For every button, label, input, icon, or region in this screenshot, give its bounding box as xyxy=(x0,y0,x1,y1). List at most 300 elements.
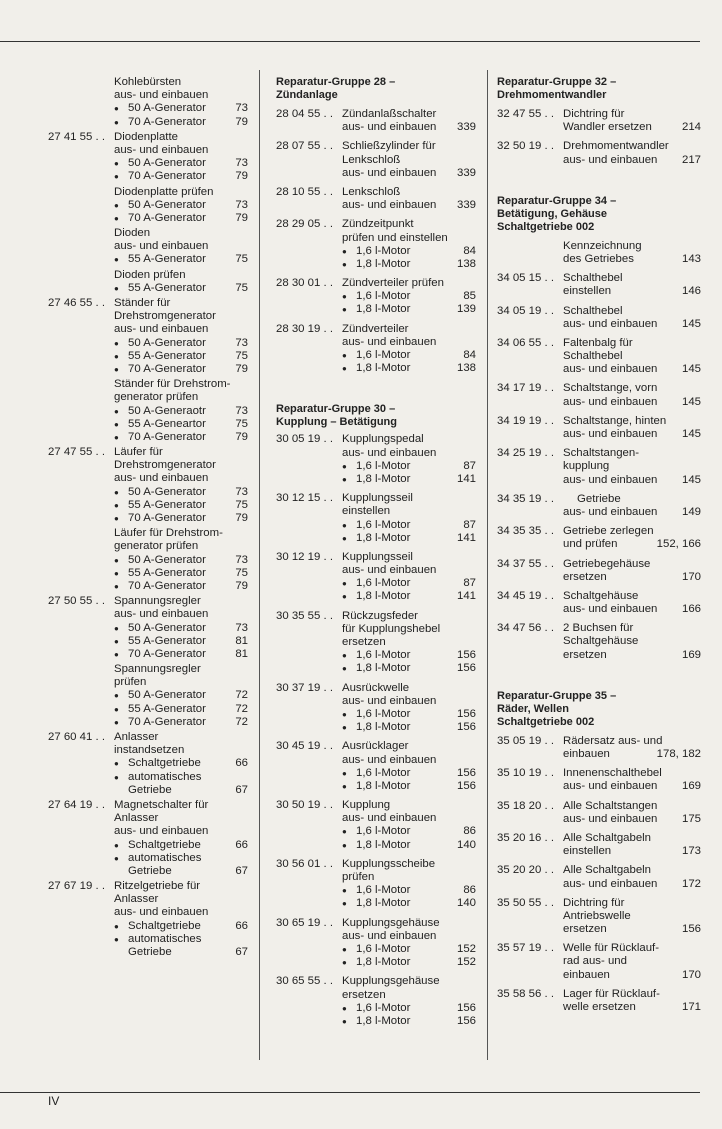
entry-text: Schalthebel xyxy=(563,350,623,363)
index-entry xyxy=(48,595,248,661)
entry-text: kupplung xyxy=(563,460,610,473)
entry-text: generator prüfen xyxy=(114,391,199,404)
entry-text: ● 1,8 l-Motor xyxy=(356,780,410,793)
operation-code: 28 10 55 . . xyxy=(276,185,333,198)
index-entry xyxy=(497,942,701,982)
page-reference: 79 xyxy=(235,362,248,375)
entry-text: aus- und einbauen xyxy=(342,446,437,459)
page-reference: 87 xyxy=(463,518,476,531)
entry-line xyxy=(563,864,701,877)
entry-text: aus- und einbauen xyxy=(114,143,209,156)
index-entry xyxy=(48,378,248,444)
entry-text: einbauen xyxy=(563,968,610,981)
page-reference: 79 xyxy=(235,115,248,128)
entry-text: Getriebegehäuse xyxy=(563,557,651,570)
entry-line xyxy=(114,771,248,784)
page-reference: 66 xyxy=(235,838,248,851)
operation-code: 28 07 55 . . xyxy=(276,140,333,153)
entry-text: Ausrückwelle xyxy=(342,681,410,694)
operation-code: 34 25 19 . . xyxy=(497,447,554,460)
entry-line xyxy=(563,1001,701,1014)
entry-line xyxy=(114,812,248,825)
entry-line xyxy=(114,240,248,253)
entry-line xyxy=(342,532,476,545)
page-reference: 73 xyxy=(235,485,248,498)
index-entry xyxy=(497,337,701,377)
entry-line xyxy=(114,131,248,144)
index-entry xyxy=(497,272,701,298)
entry-line xyxy=(342,447,476,460)
entry-line xyxy=(342,245,476,258)
index-entry xyxy=(497,382,701,408)
page-reference: 81 xyxy=(235,634,248,647)
entry-line xyxy=(114,716,248,729)
index-entry xyxy=(497,622,701,662)
entry-text: Zündverteiler xyxy=(342,322,409,335)
entry-line xyxy=(563,285,701,298)
entry-text: aus- und einbauen xyxy=(342,166,437,179)
section-heading-line: Reparatur-Gruppe 30 – xyxy=(276,403,396,416)
entry-line xyxy=(114,540,248,553)
entry-line xyxy=(563,910,701,923)
entry-text: aus- und einbauen xyxy=(563,603,658,616)
entry-text: Ständer für Drehstrom- xyxy=(114,378,231,391)
entry-text: Drehstromgenerator xyxy=(114,310,216,323)
entry-line xyxy=(342,610,476,623)
entry-line xyxy=(114,731,248,744)
entry-text: ● 50 A-Generator xyxy=(128,554,206,567)
page-reference: 339 xyxy=(456,121,476,134)
index-entry xyxy=(48,76,248,129)
entry-text: ● 1,6 l-Motor xyxy=(356,1002,410,1015)
entry-line xyxy=(114,554,248,567)
entry-line xyxy=(114,227,248,240)
index-entry xyxy=(48,131,248,184)
page-reference: 85 xyxy=(463,290,476,303)
entry-line xyxy=(342,1015,476,1028)
entry-line xyxy=(563,140,701,153)
entry-line xyxy=(114,486,248,499)
entry-text: Schalthebel xyxy=(563,272,623,285)
entry-line xyxy=(114,839,248,852)
entry-line xyxy=(563,813,701,826)
entry-line xyxy=(114,663,248,676)
entry-text: ersetzen xyxy=(563,923,607,936)
entry-text: Diodenplatte xyxy=(114,130,178,143)
index-column-1 xyxy=(48,76,248,959)
page-reference: 75 xyxy=(235,498,248,511)
entry-line xyxy=(342,636,476,649)
page-reference: 75 xyxy=(235,566,248,579)
index-entry xyxy=(48,269,248,295)
entry-text: ● 1,8 l-Motor xyxy=(356,532,410,545)
operation-code: 30 12 15 . . xyxy=(276,492,333,505)
page-reference: 75 xyxy=(235,281,248,294)
page-reference: 170 xyxy=(681,968,701,981)
operation-code: 28 04 55 . . xyxy=(276,108,333,120)
operation-code: 34 47 56 . . xyxy=(497,622,554,635)
entry-text: ● 1,6 l-Motor xyxy=(356,884,410,897)
entry-text: ● 1,6 l-Motor xyxy=(356,290,410,303)
entry-text: ● 1,6 l-Motor xyxy=(356,649,410,662)
index-entry xyxy=(48,527,248,593)
entry-line xyxy=(114,116,248,129)
entry-line xyxy=(114,297,248,310)
entry-line xyxy=(563,635,701,648)
page-reference: 156 xyxy=(456,779,476,792)
entry-line xyxy=(342,721,476,734)
entry-line xyxy=(114,880,248,893)
entry-line xyxy=(342,754,476,767)
entry-text: prüfen und einstellen xyxy=(342,231,448,244)
entry-line xyxy=(342,623,476,636)
entry-line xyxy=(114,253,248,266)
entry-text: Anlasser xyxy=(114,812,159,825)
entry-text: ● 55 A-Generator xyxy=(128,703,206,716)
entry-text: generator prüfen xyxy=(114,540,199,553)
entry-text: Magnetschalter für xyxy=(114,798,209,811)
entry-line xyxy=(342,825,476,838)
operation-code: 27 50 55 . . xyxy=(48,595,105,608)
entry-line xyxy=(114,350,248,363)
page-reference: 145 xyxy=(681,317,701,330)
page-reference: 140 xyxy=(456,897,476,910)
index-entry xyxy=(497,832,701,858)
index-entry xyxy=(497,864,701,890)
entry-text: ersetzen xyxy=(342,988,386,1001)
entry-line xyxy=(114,920,248,933)
entry-line xyxy=(342,943,476,956)
page-reference: 339 xyxy=(456,166,476,179)
entry-line xyxy=(563,154,701,167)
page-reference: 73 xyxy=(235,198,248,211)
page-reference: 143 xyxy=(681,252,701,265)
index-entry xyxy=(497,108,701,134)
entry-text: ● 1,8 l-Motor xyxy=(356,956,410,969)
entry-text: Lenkschloß xyxy=(342,185,401,198)
entry-text: ● Schaltgetriebe xyxy=(128,920,201,933)
operation-code: 32 47 55 . . xyxy=(497,108,554,120)
entry-line xyxy=(342,258,476,271)
operation-code: 34 45 19 . . xyxy=(497,589,554,602)
entry-text: Anlasser xyxy=(114,731,159,743)
operation-code: 35 20 16 . . xyxy=(497,831,554,844)
index-entry xyxy=(497,988,701,1014)
entry-text: Ständer für xyxy=(114,297,171,309)
page-reference: 156 xyxy=(456,1014,476,1027)
entry-line xyxy=(114,378,248,391)
entry-line xyxy=(342,349,476,362)
page-reference: 72 xyxy=(235,702,248,715)
entry-text: ● 50 A-Generator xyxy=(128,157,206,170)
entry-line xyxy=(114,580,248,593)
operation-code: 27 41 55 . . xyxy=(48,130,105,143)
page-reference: 87 xyxy=(463,459,476,472)
entry-text: einstellen xyxy=(563,845,612,858)
entry-text: ● 55 A-Generator xyxy=(128,499,206,512)
entry-text: ● 55 A-Generator xyxy=(128,282,206,295)
entry-line xyxy=(563,845,701,858)
entry-text: ● 55 A-Generator xyxy=(128,567,206,580)
entry-line xyxy=(114,906,248,919)
entry-text: ● 70 A-Generator xyxy=(128,431,206,444)
entry-line xyxy=(114,144,248,157)
entry-text: ● 1,6 l-Motor xyxy=(356,577,410,590)
entry-text: Zündverteiler prüfen xyxy=(342,277,444,290)
entry-line xyxy=(114,744,248,757)
entry-line xyxy=(563,897,701,910)
entry-line xyxy=(563,878,701,891)
operation-code: 27 47 55 . . xyxy=(48,446,105,459)
entry-text: Wandler ersetzen xyxy=(563,121,652,134)
entry-text: Dioden prüfen xyxy=(114,268,186,281)
entry-line xyxy=(114,186,248,199)
entry-line xyxy=(114,418,248,431)
page-reference: 79 xyxy=(235,170,248,183)
entry-line xyxy=(342,121,476,134)
page-reference: 214 xyxy=(681,121,701,134)
operation-code: 34 17 19 . . xyxy=(497,382,554,395)
operation-code: 34 05 19 . . xyxy=(497,304,554,317)
page-reference: 145 xyxy=(681,473,701,486)
entry-line xyxy=(342,290,476,303)
section-heading-line: Kupplung – Betätigung xyxy=(276,416,397,429)
page-reference: 73 xyxy=(235,102,248,115)
entry-text: ● 1,6 l-Motor xyxy=(356,519,410,532)
entry-text: ● 1,6 l-Motor xyxy=(356,767,410,780)
operation-code: 34 35 35 . . xyxy=(497,525,554,538)
section-heading xyxy=(497,195,701,234)
bottom-rule xyxy=(0,1092,700,1093)
entry-line xyxy=(563,305,701,318)
entry-text: Alle Schaltgabeln xyxy=(563,864,652,877)
operation-code: 30 56 01 . . xyxy=(276,857,333,870)
operation-code: 27 67 19 . . xyxy=(48,880,105,893)
entry-line xyxy=(114,865,248,878)
entry-text: aus- und einbauen xyxy=(563,780,658,793)
entry-text: Schaltstange, vorn xyxy=(563,382,658,395)
column-divider-2 xyxy=(487,70,488,1060)
index-entry xyxy=(276,740,476,793)
entry-line xyxy=(114,635,248,648)
operation-code: 28 30 19 . . xyxy=(276,322,333,335)
entry-text: ● 1,6 l-Motor xyxy=(356,825,410,838)
entry-line xyxy=(114,757,248,770)
entry-text: aus- und einbauen xyxy=(342,812,437,825)
section-heading-line: Räder, Wellen xyxy=(497,702,569,715)
entry-line xyxy=(114,269,248,282)
page-reference: 156 xyxy=(681,923,701,936)
page-reference: 141 xyxy=(456,590,476,603)
entry-text: Kupplungsscheibe xyxy=(342,857,436,870)
index-entry xyxy=(276,492,476,545)
page-reference: 73 xyxy=(235,157,248,170)
entry-text: Kupplungspedal xyxy=(342,433,424,446)
section-heading-line: Zündanlage xyxy=(276,89,338,101)
entry-text: Anlasser xyxy=(114,893,159,906)
entry-text: ● 1,8 l-Motor xyxy=(356,839,410,852)
operation-code: 30 35 55 . . xyxy=(276,609,333,622)
entry-line xyxy=(114,512,248,525)
operation-code: 35 05 19 . . xyxy=(497,734,554,747)
entry-line xyxy=(563,428,701,441)
index-entry xyxy=(48,799,248,878)
entry-text: ● 50 A-Generator xyxy=(128,102,206,115)
entry-text: Kupplung xyxy=(342,799,391,812)
operation-code: 32 50 19 . . xyxy=(497,140,554,153)
entry-text: des Getriebes xyxy=(563,252,634,265)
entry-text: ● 1,8 l-Motor xyxy=(356,1015,410,1028)
index-entry xyxy=(276,108,476,134)
entry-text: ● 1,6 l-Motor xyxy=(356,245,410,258)
page-reference: 75 xyxy=(235,417,248,430)
index-entry xyxy=(276,858,476,911)
index-entry xyxy=(276,975,476,1028)
entry-line xyxy=(342,140,476,153)
entry-text: aus- und einbauen xyxy=(563,812,658,825)
entry-text: ● 1,6 l-Motor xyxy=(356,349,410,362)
operation-code: 35 20 20 . . xyxy=(497,864,554,877)
page-reference: 79 xyxy=(235,579,248,592)
page-reference: 79 xyxy=(235,211,248,224)
section-heading-line: Drehmomentwandler xyxy=(497,89,607,101)
entry-line xyxy=(114,405,248,418)
entry-line xyxy=(342,154,476,167)
section-heading-line: Schaltgetriebe 002 xyxy=(497,715,595,728)
index-entry xyxy=(497,897,701,937)
index-entry xyxy=(276,218,476,271)
entry-line xyxy=(114,852,248,865)
entry-text: aus- und einbauen xyxy=(563,317,658,330)
entry-text: ● Schaltgetriebe xyxy=(128,839,201,852)
page-reference: 152 xyxy=(456,956,476,969)
section-heading xyxy=(276,403,476,429)
entry-line xyxy=(563,253,701,266)
entry-text: aus- und einbauen xyxy=(342,694,437,707)
entry-line xyxy=(342,564,476,577)
entry-text: aus- und einbauen xyxy=(342,564,437,577)
entry-text: ● 1,6 l-Motor xyxy=(356,460,410,473)
entry-text: ● 1,8 l-Motor xyxy=(356,662,410,675)
entry-text: aus- und einbauen xyxy=(114,472,209,485)
entry-text: ● 70 A-Generator xyxy=(128,363,206,376)
entry-line xyxy=(342,649,476,662)
index-entry xyxy=(276,610,476,676)
entry-text: aus- und einbauen xyxy=(114,608,209,621)
index-entry xyxy=(497,767,701,793)
entry-text: ● 1,8 l-Motor xyxy=(356,721,410,734)
index-entry xyxy=(276,277,476,317)
entry-text: aus- und einbauen xyxy=(563,877,658,890)
entry-line xyxy=(563,350,701,363)
entry-text: aus- und einbauen xyxy=(563,395,658,408)
entry-line xyxy=(342,871,476,884)
entry-line xyxy=(342,362,476,375)
page-reference: 178, 182 xyxy=(656,748,701,760)
operation-code: 30 65 55 . . xyxy=(276,975,333,988)
index-column-3 xyxy=(497,76,701,1014)
page-reference: 67 xyxy=(235,864,248,877)
operation-code: 34 05 15 . . xyxy=(497,272,554,285)
operation-code: 30 05 19 . . xyxy=(276,433,333,446)
entry-text: einbauen xyxy=(563,748,610,760)
entry-line xyxy=(114,310,248,323)
entry-text: Zündanlaßschalter xyxy=(342,108,437,120)
index-entry xyxy=(497,558,701,584)
entry-line xyxy=(342,303,476,316)
entry-text: Schaltgehäuse xyxy=(563,589,639,602)
entry-line xyxy=(563,969,701,982)
entry-line xyxy=(342,767,476,780)
index-entry xyxy=(48,880,248,959)
operation-code: 35 18 20 . . xyxy=(497,799,554,812)
entry-line xyxy=(563,748,701,761)
entry-text: Kupplungsgehäuse xyxy=(342,916,440,929)
entry-text: Faltenbalg für xyxy=(563,336,633,349)
entry-text: prüfen xyxy=(342,871,375,883)
entry-line xyxy=(114,337,248,350)
entry-line xyxy=(114,567,248,580)
entry-line xyxy=(342,989,476,1002)
index-entry xyxy=(497,590,701,616)
section-heading-line: Reparatur-Gruppe 32 – xyxy=(497,76,617,88)
operation-code: 30 45 19 . . xyxy=(276,740,333,753)
page-reference: 75 xyxy=(235,253,248,266)
entry-text: Dichtring für xyxy=(563,108,625,120)
page-reference: 79 xyxy=(235,430,248,443)
entry-line xyxy=(342,460,476,473)
page-reference: 173 xyxy=(681,845,701,858)
page-reference: 87 xyxy=(463,577,476,590)
entry-line xyxy=(114,703,248,716)
entry-text: Schließzylinder für xyxy=(342,140,436,153)
page-reference: 138 xyxy=(456,257,476,270)
entry-text: Lager für Rücklauf- xyxy=(563,987,660,1000)
entry-line xyxy=(114,76,248,89)
entry-line xyxy=(563,396,701,409)
entry-line xyxy=(563,506,701,519)
entry-text: Schalthebel xyxy=(563,304,623,317)
entry-line xyxy=(563,558,701,571)
entry-line xyxy=(114,459,248,472)
entry-line xyxy=(563,603,701,616)
entry-text: Dioden xyxy=(114,227,151,240)
entry-text: ● 50 A-Generator xyxy=(128,622,206,635)
entry-line xyxy=(114,648,248,661)
entry-text: aus- und einbauen xyxy=(114,89,209,102)
entry-line xyxy=(114,472,248,485)
index-column-2 xyxy=(276,76,476,1028)
entry-line xyxy=(342,799,476,812)
entry-line xyxy=(563,571,701,584)
operation-code: 35 10 19 . . xyxy=(497,767,554,780)
index-entry xyxy=(48,446,248,525)
entry-line xyxy=(114,446,248,459)
entry-text: ● 1,8 l-Motor xyxy=(356,473,410,486)
operation-code: 34 06 55 . . xyxy=(497,336,554,349)
entry-text: aus- und einbauen xyxy=(563,428,658,440)
page-reference: 156 xyxy=(456,649,476,662)
entry-text: Läufer für xyxy=(114,446,163,459)
entry-line xyxy=(563,942,701,955)
index-entry xyxy=(48,731,248,797)
index-entry xyxy=(276,917,476,970)
page-reference: 149 xyxy=(681,505,701,518)
entry-line xyxy=(563,955,701,968)
entry-line xyxy=(563,415,701,428)
page-reference: 79 xyxy=(235,512,248,524)
entry-line xyxy=(114,499,248,512)
